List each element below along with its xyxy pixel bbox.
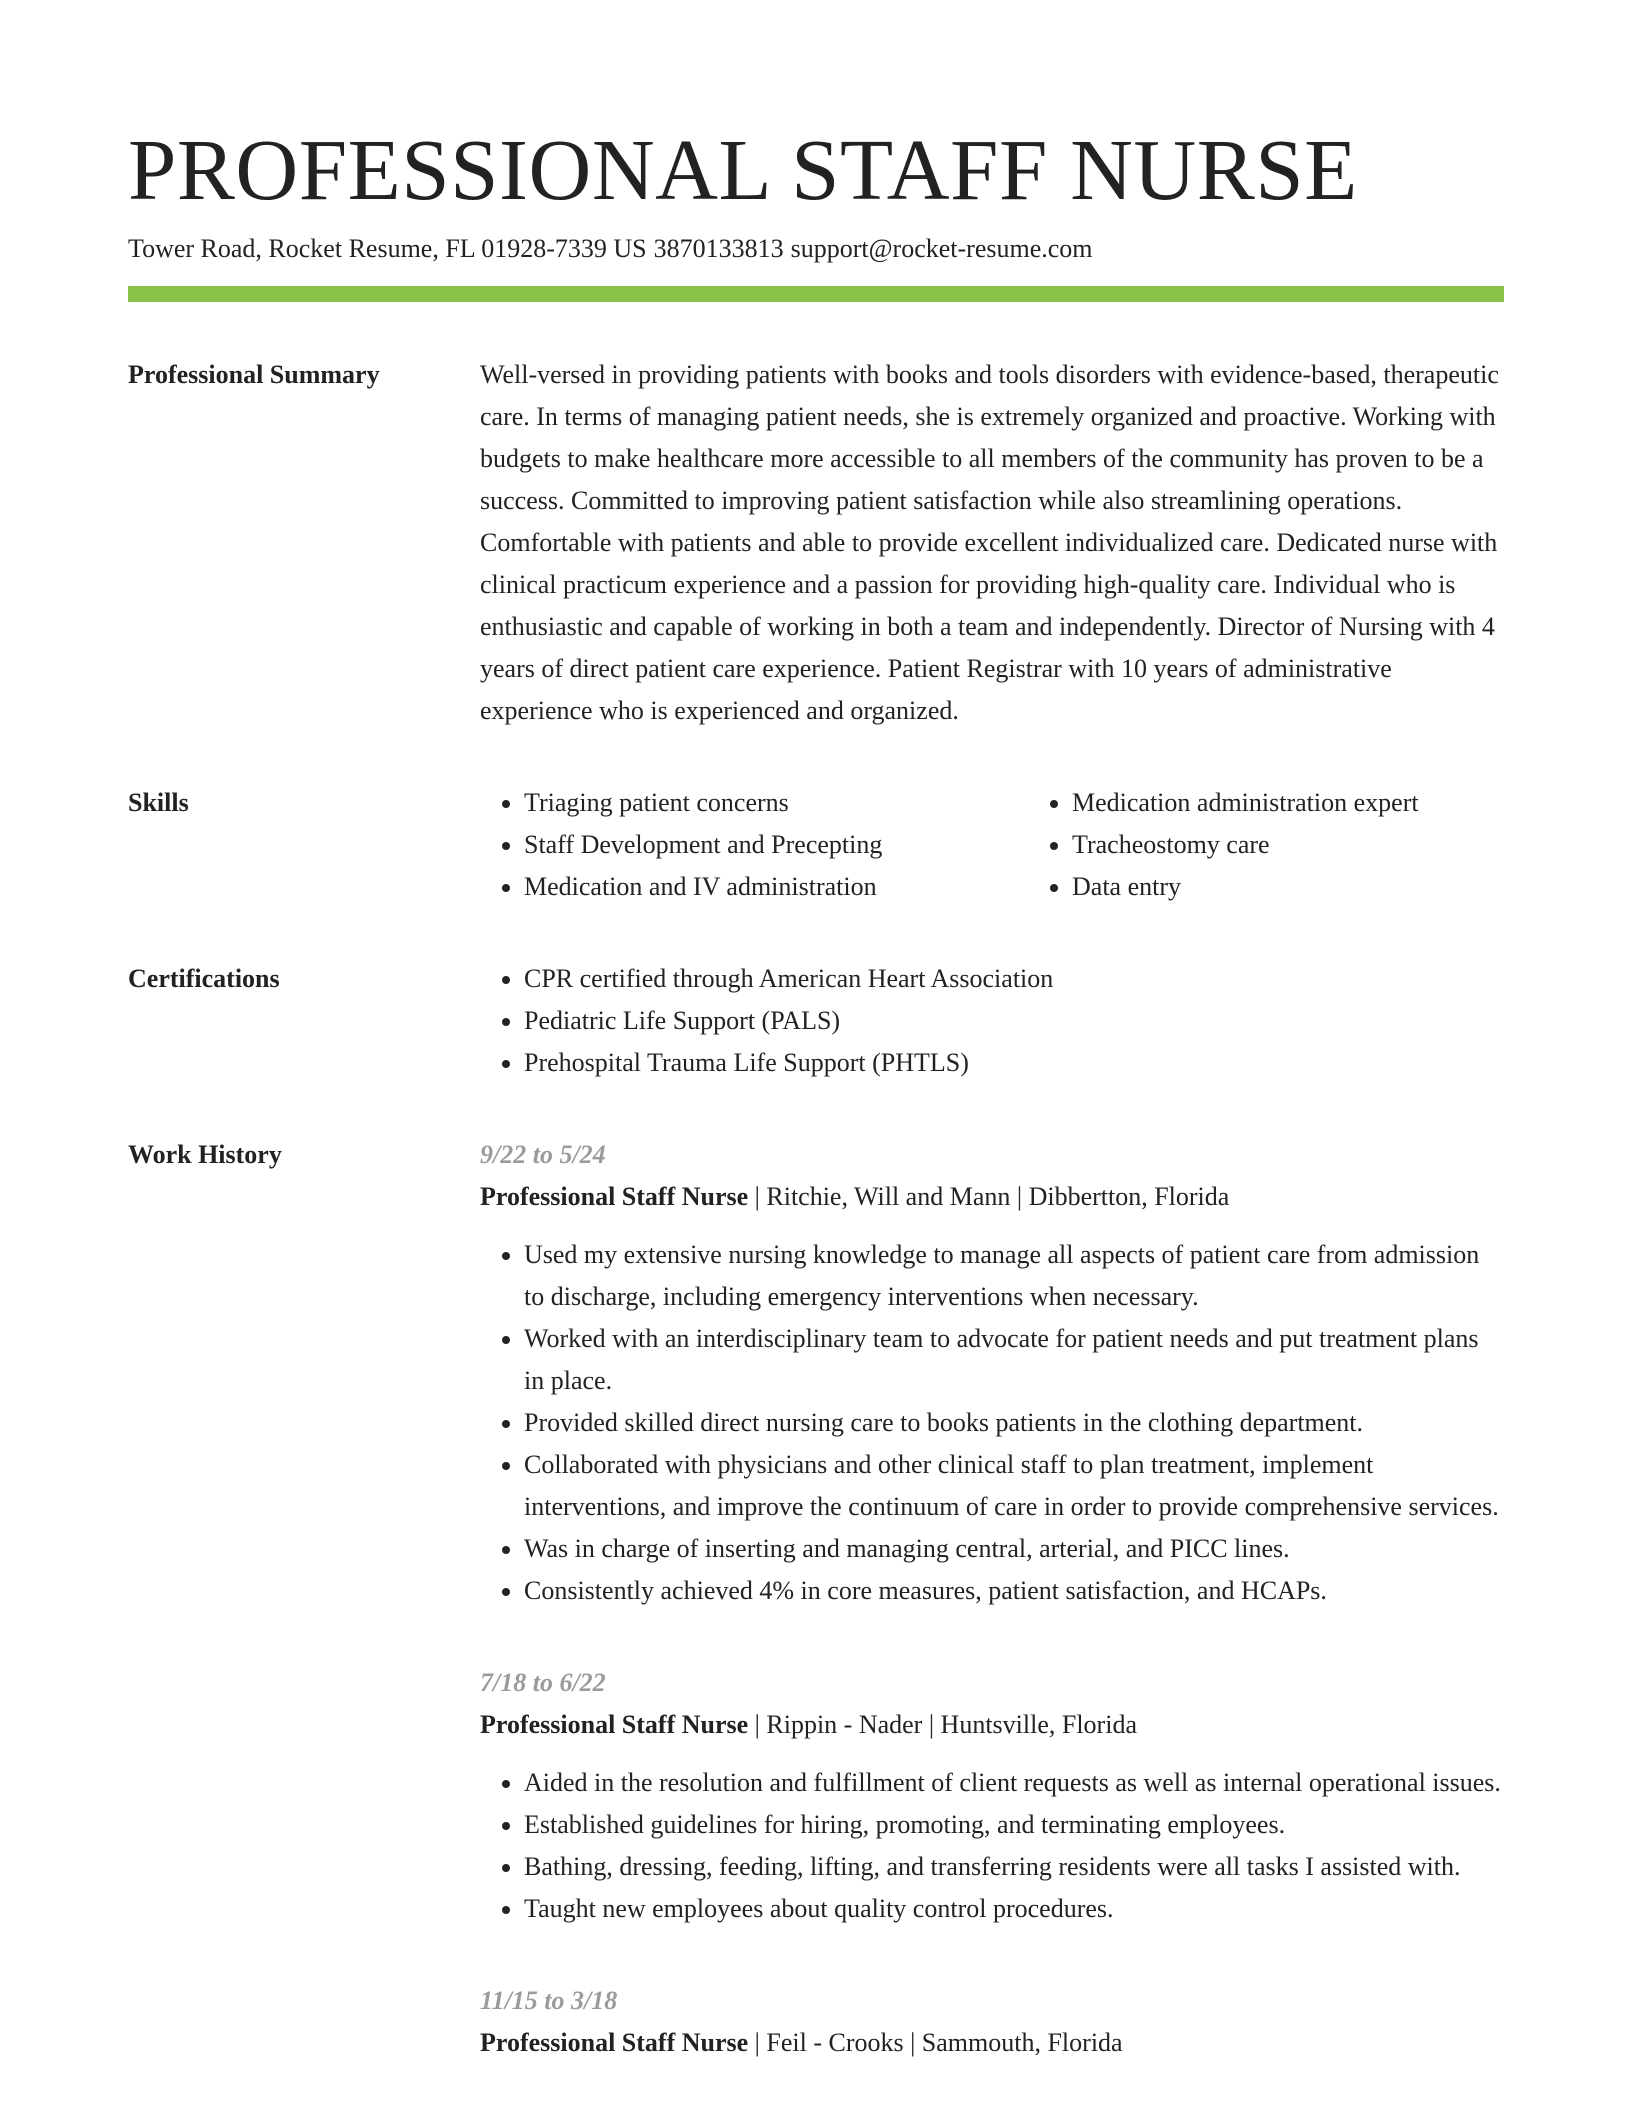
job-bullet: • Used my extensive nursing knowledge to manage all aspects of patient care from admission to discharge, including emergency interventions when necessary. [524, 1234, 1504, 1318]
skills-grid [480, 782, 1552, 908]
job-bullet: • Bathing, dressing, feeding, lifting, and transferring residents were all tasks I assisted with. [524, 1846, 1504, 1888]
job-bullet: • Provided skilled direct nursing care to books patients in the clothing department. [524, 1402, 1504, 1444]
job-bullet: • Aided in the resolution and fulfillment of client requests as well as internal operational issues. [524, 1762, 1504, 1804]
job-dates: 9/22 to 5/24 [480, 1140, 606, 1169]
job-heading [480, 1176, 1504, 1218]
job-bullet: • Worked with an interdisciplinary team to advocate for patient needs and put treatment plans in place. [524, 1318, 1504, 1402]
job-entry [480, 1980, 1504, 2064]
contact-line [128, 232, 1504, 266]
skill-item: • Data entry [1072, 866, 1552, 908]
certifications-section [128, 958, 1504, 1084]
header-divider [128, 286, 1504, 302]
job-bullet: • Taught new employees about quality control procedures. [524, 1888, 1504, 1930]
summary-text: Well-versed in providing patients with books and tools disorders with evidence-based, therapeutic care. In terms of managing patient needs, she is extremely organized and proactive. Working with budgets to make healthcare more accessible to all members of the community has proven to be a success. Committed to improving patient satisfaction while also streamlining operations. Comfortable with patients and able to provide excellent individualized care. Dedicated nurse with clinical practicum experience and a passion for providing high-quality care. Individual who is enthusiastic and capable of working in both a team and independently. Director of Nursing with 4 years of direct patient care experience. Patient Registrar with 10 years of administrative experience who is experienced and organized. [480, 360, 1499, 725]
skill-item: • Tracheostomy care [1072, 824, 1552, 866]
job-dates: 7/18 to 6/22 [480, 1668, 606, 1697]
certification-item: • CPR certified through American Heart Association [524, 958, 1504, 1000]
job-dates: 11/15 to 3/18 [480, 1986, 618, 2015]
job-title: Professional Staff Nurse [480, 1182, 749, 1211]
job-entry [480, 1662, 1504, 1930]
job-bullet: • Collaborated with physicians and other clinical staff to plan treatment, implement interventions, and improve the continuum of care in order to provide comprehensive services. [524, 1444, 1504, 1528]
job-bullet: • Established guidelines for hiring, promoting, and terminating employees. [524, 1804, 1504, 1846]
section-heading-work-history: Work History [128, 1140, 282, 1169]
job-employer-location: | Ritchie, Will and Mann | Dibbertton, Florida [748, 1182, 1230, 1211]
section-heading-certifications: Certifications [128, 964, 280, 993]
work-history-section [128, 1134, 1504, 2064]
job-bullets [480, 1762, 1504, 1930]
job-title: Professional Staff Nurse [480, 1710, 749, 1739]
contact-phone: 3870133813 [653, 234, 784, 263]
job-entry [480, 1134, 1504, 1612]
skill-item: • Medication administration expert [1072, 782, 1552, 824]
job-bullet: • Was in charge of inserting and managing central, arterial, and PICC lines. [524, 1528, 1504, 1570]
resume-header [128, 120, 1504, 302]
resume-page [128, 120, 1504, 2064]
certification-item: • Prehospital Trauma Life Support (PHTLS) [524, 1042, 1504, 1084]
contact-address: Tower Road, Rocket Resume, FL 01928-7339 US [128, 234, 647, 263]
skills-section [128, 782, 1504, 908]
resume-title: PROFESSIONAL STAFF NURSE [128, 121, 1358, 218]
skill-item: • Medication and IV administration [524, 866, 1028, 908]
section-heading-summary: Professional Summary [128, 360, 380, 389]
contact-email: support@rocket-resume.com [790, 234, 1093, 263]
section-heading-skills: Skills [128, 788, 189, 817]
certifications-list [480, 958, 1504, 1084]
summary-section [128, 354, 1504, 732]
skill-item: • Triaging patient concerns [524, 782, 1028, 824]
job-heading [480, 1704, 1504, 1746]
skills-column-2 [1028, 782, 1552, 908]
job-bullets [480, 1234, 1504, 1612]
job-title: Professional Staff Nurse [480, 2028, 749, 2057]
job-bullet: • Consistently achieved 4% in core measures, patient satisfaction, and HCAPs. [524, 1570, 1504, 1612]
job-employer-location: | Rippin - Nader | Huntsville, Florida [748, 1710, 1137, 1739]
certification-item: • Pediatric Life Support (PALS) [524, 1000, 1504, 1042]
job-employer-location: | Feil - Crooks | Sammouth, Florida [748, 2028, 1123, 2057]
skill-item: • Staff Development and Precepting [524, 824, 1028, 866]
skills-column-1 [480, 782, 1028, 908]
job-heading [480, 2022, 1504, 2064]
